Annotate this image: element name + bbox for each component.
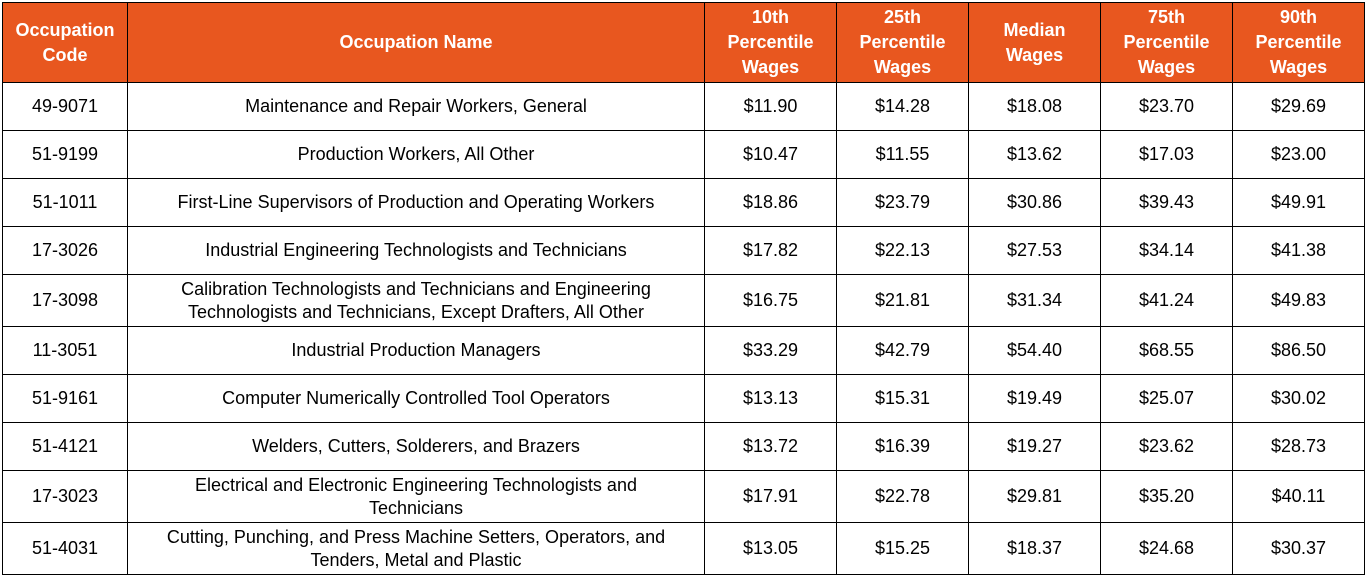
pct90-wage-cell: $40.11 [1233, 471, 1365, 523]
pct10-wage-cell: $13.13 [705, 375, 837, 423]
pct10-wage-cell: $16.75 [705, 275, 837, 327]
pct75-wage-cell: $24.68 [1101, 523, 1233, 575]
pct25-wage-cell: $15.25 [837, 523, 969, 575]
occupation-name-cell: Computer Numerically Controlled Tool Operators [128, 375, 705, 423]
header-median: Median Wages [969, 3, 1101, 83]
header-90th-percentile: 90th Percentile Wages [1233, 3, 1365, 83]
pct90-wage-cell: $30.37 [1233, 523, 1365, 575]
median-wage-cell: $18.37 [969, 523, 1101, 575]
pct10-wage-cell: $11.90 [705, 83, 837, 131]
median-wage-cell: $31.34 [969, 275, 1101, 327]
occupation-code-cell: 17-3023 [3, 471, 128, 523]
pct10-wage-cell: $17.91 [705, 471, 837, 523]
pct75-wage-cell: $17.03 [1101, 131, 1233, 179]
table-row [3, 83, 1365, 131]
median-wage-cell: $30.86 [969, 179, 1101, 227]
occupation-name-cell: Maintenance and Repair Workers, General [128, 83, 705, 131]
pct75-wage-cell: $25.07 [1101, 375, 1233, 423]
pct25-wage-cell: $21.81 [837, 275, 969, 327]
pct90-wage-cell: $23.00 [1233, 131, 1365, 179]
median-wage-cell: $19.49 [969, 375, 1101, 423]
header-occupation-code: Occupation Code [3, 3, 128, 83]
header-10th-percentile: 10th Percentile Wages [705, 3, 837, 83]
table-row [3, 423, 1365, 471]
pct75-wage-cell: $23.70 [1101, 83, 1233, 131]
pct90-wage-cell: $41.38 [1233, 227, 1365, 275]
header-25th-percentile: 25th Percentile Wages [837, 3, 969, 83]
occupation-code-cell: 51-4121 [3, 423, 128, 471]
pct25-wage-cell: $11.55 [837, 131, 969, 179]
occupation-code-cell: 51-9199 [3, 131, 128, 179]
occupation-name-cell: Industrial Engineering Technologists and Technicians [128, 227, 705, 275]
occupation-code-cell: 11-3051 [3, 327, 128, 375]
table-row [3, 375, 1365, 423]
occupation-name-cell: Production Workers, All Other [128, 131, 705, 179]
pct25-wage-cell: $15.31 [837, 375, 969, 423]
pct75-wage-cell: $39.43 [1101, 179, 1233, 227]
pct90-wage-cell: $86.50 [1233, 327, 1365, 375]
median-wage-cell: $54.40 [969, 327, 1101, 375]
occupation-name-cell: Welders, Cutters, Solderers, and Brazers [128, 423, 705, 471]
occupation-name-cell: Calibration Technologists and Technicians and Engineering Technologists and Technicians, Except Drafters, All Other [128, 275, 705, 327]
occupation-code-cell: 51-1011 [3, 179, 128, 227]
wages-table [2, 2, 1365, 575]
table-row [3, 275, 1365, 327]
occupation-code-cell: 17-3026 [3, 227, 128, 275]
median-wage-cell: $13.62 [969, 131, 1101, 179]
header-75th-percentile: 75th Percentile Wages [1101, 3, 1233, 83]
occupation-code-cell: 51-9161 [3, 375, 128, 423]
occupation-name-cell: Electrical and Electronic Engineering Technologists and Technicians [128, 471, 705, 523]
header-row [3, 3, 1365, 83]
pct25-wage-cell: $42.79 [837, 327, 969, 375]
median-wage-cell: $18.08 [969, 83, 1101, 131]
occupation-name-cell: Cutting, Punching, and Press Machine Setters, Operators, and Tenders, Metal and Plastic [128, 523, 705, 575]
pct10-wage-cell: $10.47 [705, 131, 837, 179]
pct90-wage-cell: $49.91 [1233, 179, 1365, 227]
pct75-wage-cell: $41.24 [1101, 275, 1233, 327]
pct10-wage-cell: $13.72 [705, 423, 837, 471]
pct10-wage-cell: $13.05 [705, 523, 837, 575]
pct10-wage-cell: $33.29 [705, 327, 837, 375]
occupation-name-cell: Industrial Production Managers [128, 327, 705, 375]
table-row [3, 471, 1365, 523]
median-wage-cell: $27.53 [969, 227, 1101, 275]
pct25-wage-cell: $22.78 [837, 471, 969, 523]
pct75-wage-cell: $68.55 [1101, 327, 1233, 375]
median-wage-cell: $29.81 [969, 471, 1101, 523]
pct25-wage-cell: $22.13 [837, 227, 969, 275]
table-row [3, 523, 1365, 575]
pct10-wage-cell: $18.86 [705, 179, 837, 227]
table-body [3, 83, 1365, 575]
pct10-wage-cell: $17.82 [705, 227, 837, 275]
pct25-wage-cell: $23.79 [837, 179, 969, 227]
pct90-wage-cell: $29.69 [1233, 83, 1365, 131]
table-row [3, 179, 1365, 227]
pct90-wage-cell: $49.83 [1233, 275, 1365, 327]
pct75-wage-cell: $35.20 [1101, 471, 1233, 523]
occupation-name-cell: First-Line Supervisors of Production and Operating Workers [128, 179, 705, 227]
occupation-code-cell: 51-4031 [3, 523, 128, 575]
table-header [3, 3, 1365, 83]
table-row [3, 131, 1365, 179]
table-row [3, 327, 1365, 375]
occupation-code-cell: 49-9071 [3, 83, 128, 131]
header-occupation-name: Occupation Name [128, 3, 705, 83]
table-row [3, 227, 1365, 275]
pct25-wage-cell: $16.39 [837, 423, 969, 471]
median-wage-cell: $19.27 [969, 423, 1101, 471]
pct90-wage-cell: $30.02 [1233, 375, 1365, 423]
pct75-wage-cell: $23.62 [1101, 423, 1233, 471]
pct90-wage-cell: $28.73 [1233, 423, 1365, 471]
pct75-wage-cell: $34.14 [1101, 227, 1233, 275]
pct25-wage-cell: $14.28 [837, 83, 969, 131]
occupation-code-cell: 17-3098 [3, 275, 128, 327]
